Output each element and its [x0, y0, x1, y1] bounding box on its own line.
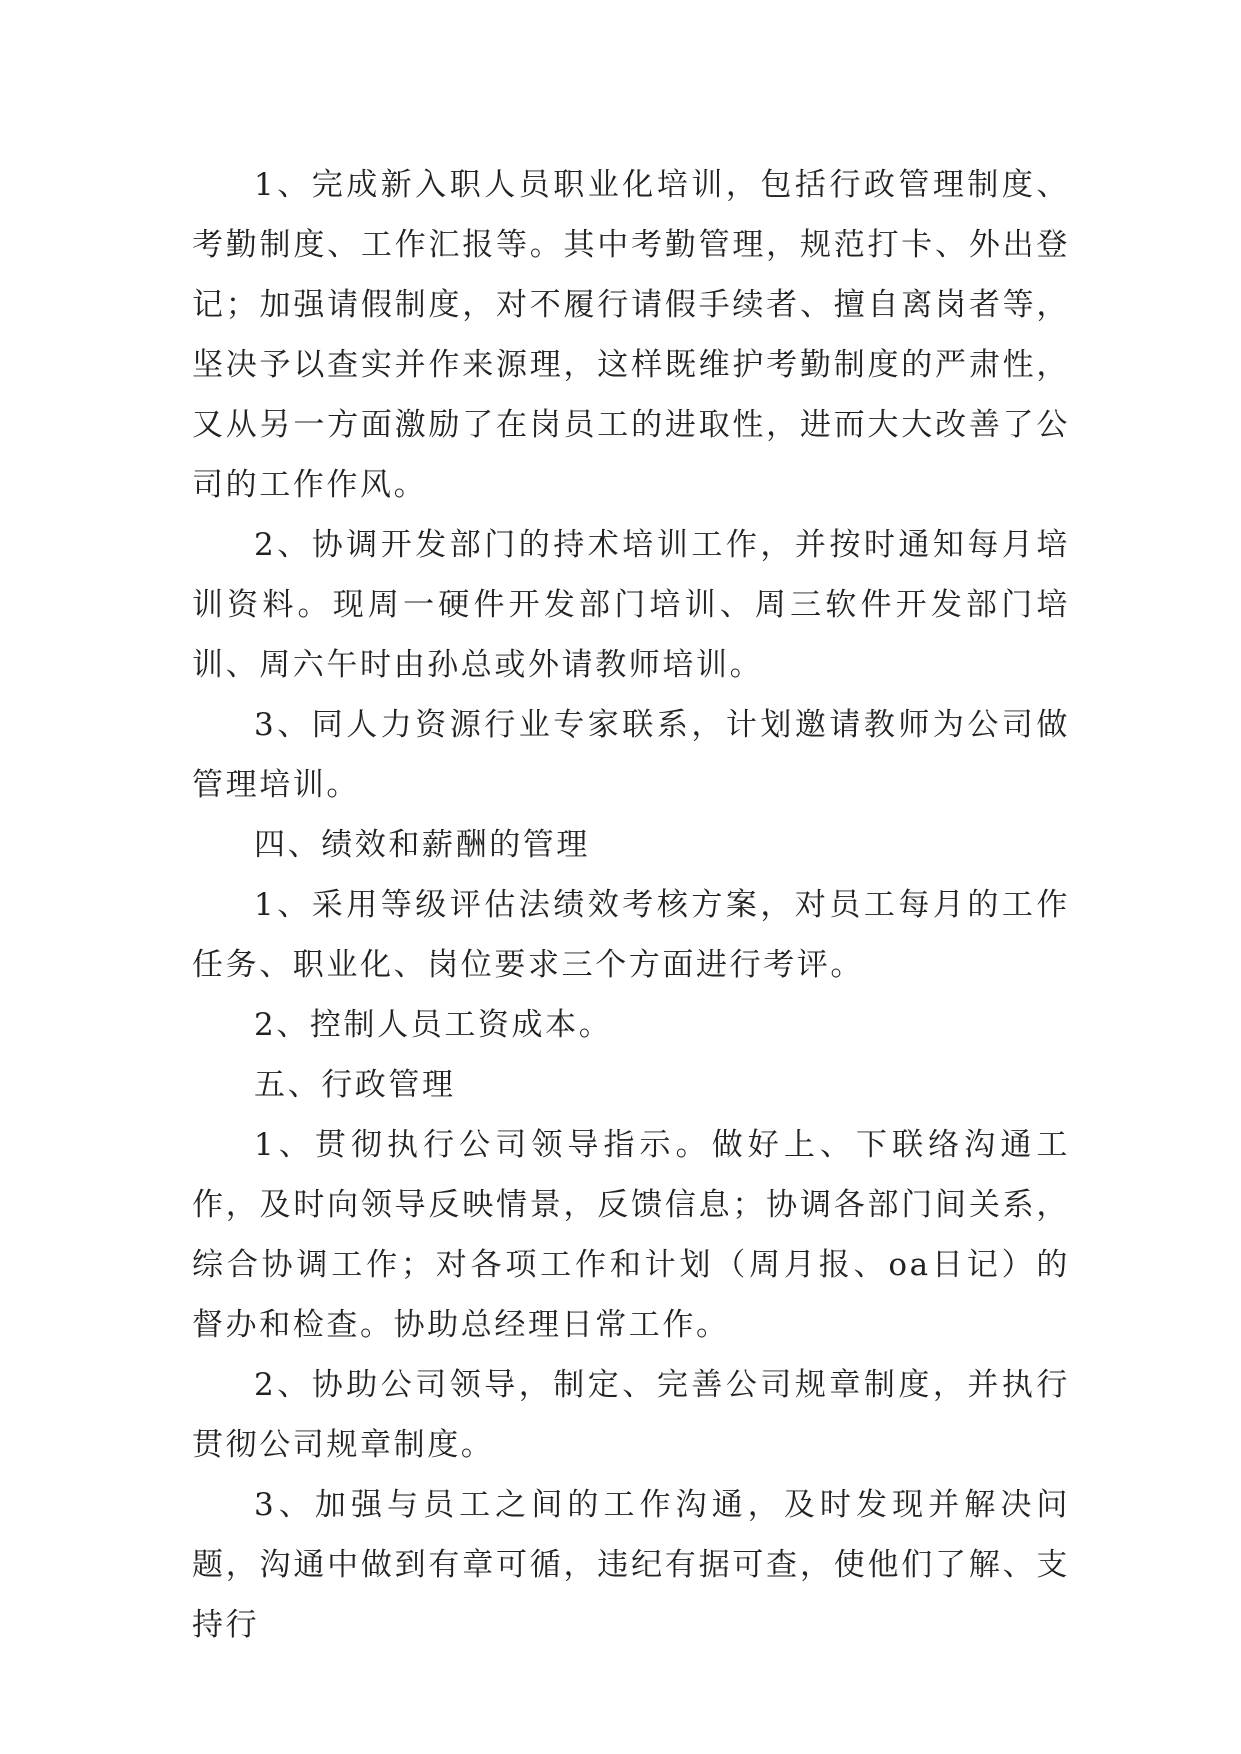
paragraph-technical-training: 2、协调开发部门的持术培训工作，并按时通知每月培训资料。现周一硬件开发部门培训、周三软件开发部门培训、周六午时由孙总或外请教师培训。 [192, 527, 1070, 683]
paragraph-performance-assessment: 1、采用等级评估法绩效考核方案，对员工每月的工作任务、职业化、岗位要求三个方面进行考评。 [192, 887, 1070, 983]
paragraph-hr-experts: 3、同人力资源行业专家联系，计划邀请教师为公司做管理培训。 [192, 707, 1070, 803]
paragraph-training-onboarding: 1、完成新入职人员职业化培训，包括行政管理制度、考勤制度、工作汇报等。其中考勤管理，规范打卡、外出登记；加强请假制度，对不履行请假手续者、擅自离岗者等，坚决予以查实并作来源理，这样既维护考勤制度的严肃性，又从另一方面激励了在岗员工的进取性，进而大大改善了公司的工作作风。 [192, 167, 1070, 503]
document-body [192, 155, 1070, 1655]
paragraph-rules-regulations: 2、协助公司领导，制定、完善公司规章制度，并执行贯彻公司规章制度。 [192, 1367, 1070, 1463]
paragraph-leadership-instructions: 1、贯彻执行公司领导指示。做好上、下联络沟通工作，及时向领导反映情景，反馈信息；协调各部门间关系，综合协调工作；对各项工作和计划（周月报、oa日记）的督办和检查。协助总经理日常工作。 [192, 1127, 1070, 1343]
paragraph-salary-cost: 2、控制人员工资成本。 [254, 1007, 613, 1043]
paragraph-staff-communication: 3、加强与员工之间的工作沟通，及时发现并解决问题，沟通中做到有章可循，违纪有据可查，使他们了解、支持行 [192, 1487, 1070, 1643]
section-heading-performance: 四、绩效和薪酬的管理 [254, 827, 590, 863]
section-heading-administration: 五、行政管理 [254, 1067, 456, 1103]
